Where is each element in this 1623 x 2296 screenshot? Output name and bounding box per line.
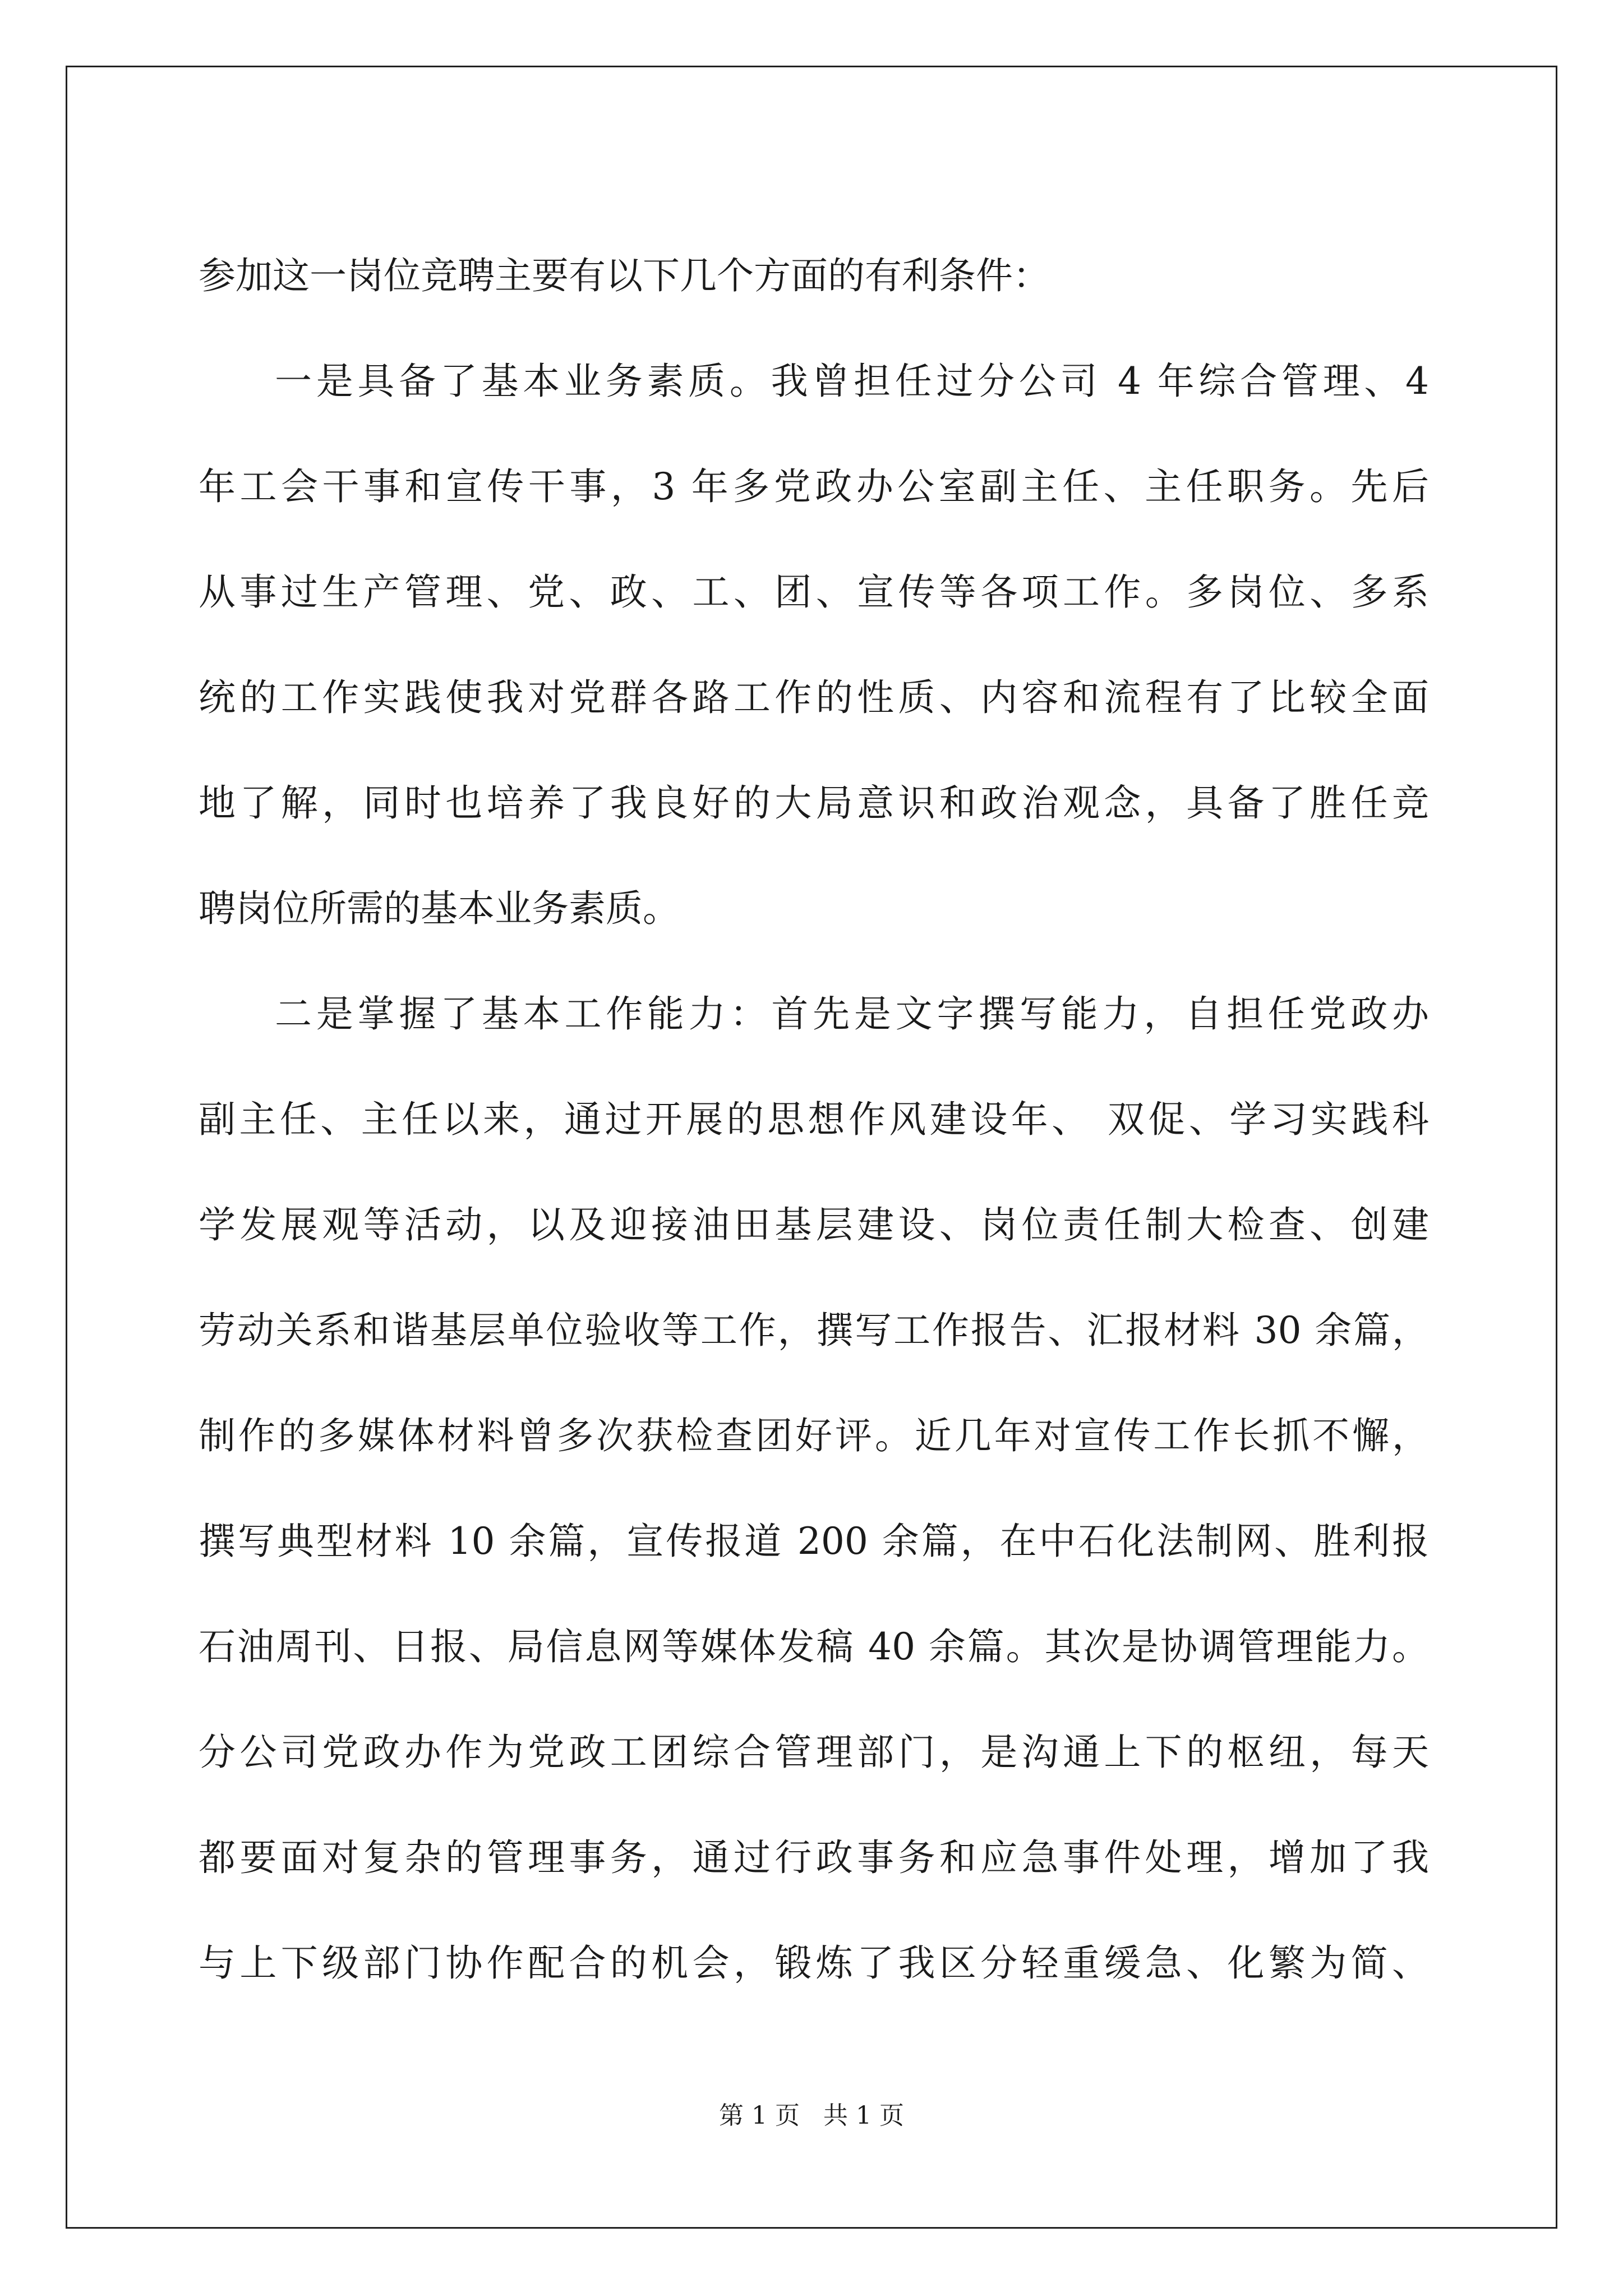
text-line: 石油周刊、日报、局信息网等媒体发稿 40 余篇。其次是协调管理能力。 [199,1625,1429,1668]
text-line: 年工会干事和宣传干事，3 年多党政办公室副主任、主任职务。先后 [199,465,1429,508]
text-line: 从事过生产管理、党、政、工、团、宣传等各项工作。多岗位、多系 [199,570,1429,614]
text-line: 二是掌握了基本工作能力：首先是文字撰写能力，自担任党政办 [275,992,1429,1036]
text-line: 都要面对复杂的管理事务，通过行政事务和应急事件处理，增加了我 [199,1836,1429,1879]
text-line: 分公司党政办作为党政工团综合管理部门，是沟通上下的枢纽，每天 [199,1731,1429,1774]
text-line: 劳动关系和谐基层单位验收等工作，撰写工作报告、汇报材料 30 余篇， [199,1309,1429,1352]
page-number-footer: 第 1 页 共 1 页 [719,2101,904,2130]
text-line: 学发展观等活动，以及迎接油田基层建设、岗位责任制大检查、创建 [199,1203,1429,1246]
text-line: 一是具备了基本业务素质。我曾担任过分公司 4 年综合管理、4 [275,360,1429,403]
text-line: 地了解，同时也培养了我良好的大局意识和政治观念，具备了胜任竞 [199,781,1429,825]
document-body [199,223,1429,2016]
text-line: 撰写典型材料 10 余篇，宣传报道 200 余篇，在中石化法制网、胜利报 [199,1520,1429,1563]
text-line: 与上下级部门协作配合的机会，锻炼了我区分轻重缓急、化繁为简、 [199,1941,1429,1985]
text-line: 统的工作实践使我对党群各路工作的性质、内容和流程有了比较全面 [199,676,1429,719]
text-line: 参加这一岗位竞聘主要有以下几个方面的有利条件： [199,254,1050,297]
text-line: 聘岗位所需的基本业务素质。 [199,887,680,930]
text-line: 制作的多媒体材料曾多次获检查团好评。近几年对宣传工作长抓不懈， [199,1414,1429,1457]
text-line: 副主任、主任以来，通过开展的思想作风建设年、 双促、学习实践科 [199,1098,1429,1141]
